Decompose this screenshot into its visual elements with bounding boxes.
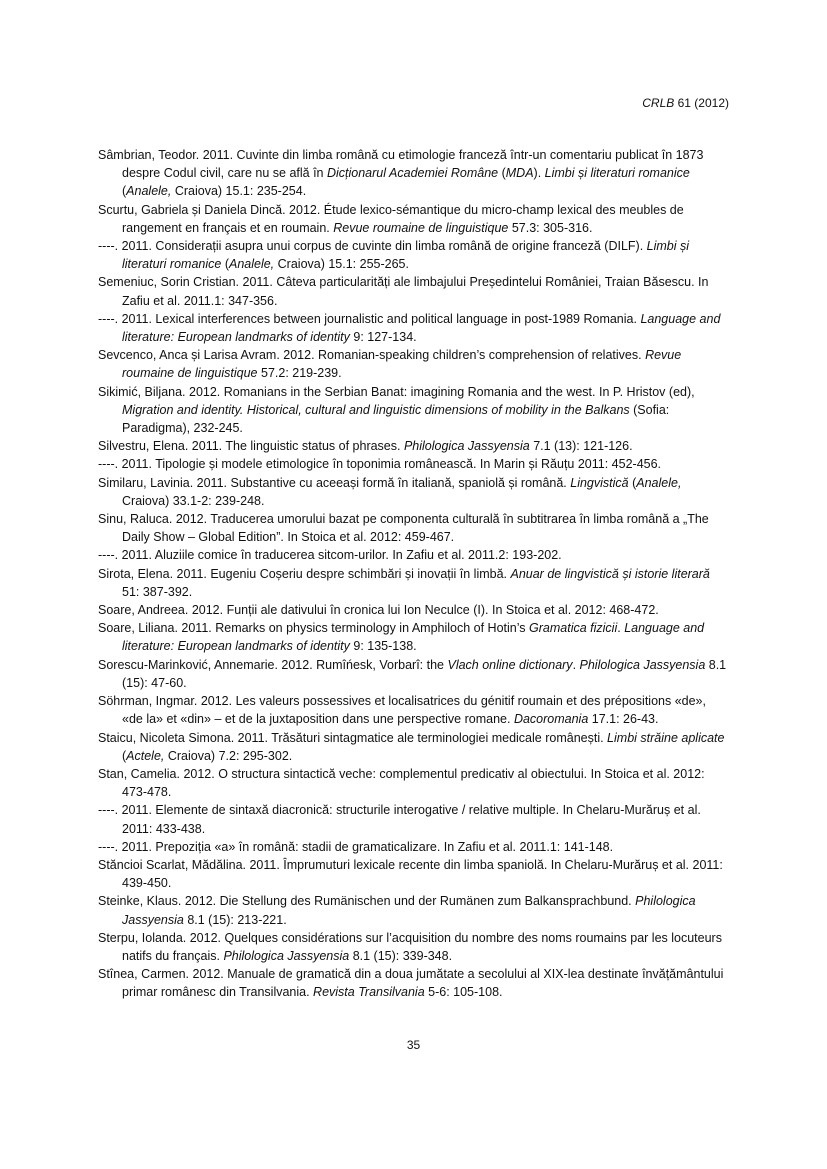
running-header [642,96,729,110]
reference-entry [98,656,730,692]
reference-list [98,146,730,1002]
reference-text: (Sofia: Paradigma), 232-245. [122,402,670,436]
reference-entry [98,856,730,892]
reference-text: Craiova) 33.1-2: 239-248. [122,493,265,508]
reference-text: Craiova) 15.1: 235-254. [171,184,307,199]
reference-text: 8.1 (15): 47-60. [122,657,727,690]
reference-text: 9: 135-138. [349,639,417,654]
reference-text: ( [221,257,229,272]
reference-entry [98,546,730,564]
reference-text: Staicu, Nicoleta Simona. 2011. Trăsături sintagmatice ale terminologiei medicale românești. [98,730,608,745]
reference-italic-text: Philologica Jassyensia [579,657,706,672]
journal-abbreviation: CRLB [642,96,675,110]
reference-italic-text: Lingvistică [570,475,629,490]
reference-italic-text: Vlach online dictionary [447,657,573,672]
reference-entry [98,565,730,601]
reference-italic-text: Limbi și literaturi romanice [544,166,690,181]
reference-italic-text: Gramatica fizicii [529,621,618,636]
reference-entry [98,510,730,546]
reference-entry [98,692,730,728]
reference-text: Craiova) 15.1: 255-265. [274,257,409,272]
reference-text: ( [628,475,637,490]
reference-text: Sevcenco, Anca și Larisa Avram. 2012. Romanian-speaking children’s comprehension of relatives. [98,348,646,363]
reference-entry [98,310,730,346]
reference-entry [98,437,730,455]
reference-text: 9: 127-134. [349,330,417,345]
reference-italic-text: Revista Transilvania [313,985,425,1000]
reference-italic-text: Revue roumaine de linguistique [122,348,682,381]
reference-text: 8.1 (15): 339-348. [349,948,453,963]
reference-italic-text: Analele, [228,257,275,272]
reference-italic-text: Language and literature: European landmarks of identity [122,311,721,345]
reference-italic-text: Anuar de lingvistică și istorie literară [510,566,710,581]
reference-entry [98,237,730,273]
reference-text: ( [122,184,127,199]
reference-text: ----. 2011. Lexical interferences between journalistic and political language in post-1989 Romania. [98,311,641,326]
reference-italic-text: Migration and identity. Historical, cultural and linguistic dimensions of mobility in the Balkans [122,402,630,417]
reference-text: Scurtu, Gabriela și Daniela Dincă. 2012. Étude lexico-sémantique du micro-champ lexical des meubles de rangement en français et en roumain. [98,202,684,235]
reference-text: ( [498,166,506,181]
reference-text: 7.1 (13): 121-126. [529,439,633,454]
reference-entry [98,765,730,801]
reference-text: ( [122,748,127,763]
reference-text: 51: 387-392. [122,584,193,599]
reference-text: ----. 2011. Prepoziția «a» în română: stadii de gramaticalizare. In Zafiu et al. 2011.1: 141-148. [98,839,614,854]
reference-entry [98,383,730,438]
reference-italic-text: Dicționarul Academiei Române [326,166,499,181]
reference-italic-text: Limbi străine aplicate [607,730,725,745]
reference-text: Stan, Camelia. 2012. O structura sintactică veche: complementul predicativ al obiectului. In Stoica et al. 2012: 473-478. [98,766,705,800]
reference-text: Sterpu, Iolanda. 2012. Quelques considérations sur l’acquisition du nombre des noms roumains par les locuteurs natifs du français. [98,930,722,963]
reference-italic-text: Actele, [126,748,165,763]
reference-entry [98,619,730,655]
reference-text: Similaru, Lavinia. 2011. Substantive cu aceeași formă în italiană, spaniolă și română. [98,475,571,490]
reference-text: . [617,621,625,636]
reference-entry [98,729,730,765]
reference-entry [98,892,730,928]
reference-italic-text: Revue roumaine de linguistique [333,220,509,235]
reference-entry [98,201,730,237]
reference-text: Sirota, Elena. 2011. Eugeniu Coșeriu despre schimbări și inovații în limbă. [98,566,511,581]
reference-italic-text: Philologica Jassyensia [122,894,696,927]
reference-italic-text: Dacoromania [513,712,589,727]
reference-text: ----. 2011. Aluziile comice în traducerea sitcom-urilor. In Zafiu et al. 2011.2: 193-202. [98,548,562,563]
reference-text: 5-6: 105-108. [424,985,503,1000]
reference-italic-text: Limbi și literaturi romanice [122,239,690,272]
reference-entry [98,273,730,309]
reference-text: . [572,657,580,672]
reference-text: Silvestru, Elena. 2011. The linguistic status of phrases. [98,439,404,454]
page-number: 35 [406,1038,421,1052]
journal-volume: 61 (2012) [677,96,729,110]
reference-text: Sâmbrian, Teodor. 2011. Cuvinte din limba română cu etimologie franceză într-un comentariu publicat în 1873 despre Codul civil, care nu se află în [98,148,704,181]
reference-text: ----. 2011. Elemente de sintaxă diacronică: structurile interogative / relative multiple. In Chelaru-Murăruș et al. 2011: 433-438. [98,803,701,836]
reference-text: Sorescu-Marinković, Annemarie. 2012. Rumîńesk, Vorbarî: the [98,657,448,672]
reference-italic-text: Philologica Jassyensia [403,439,530,454]
reference-text: Soare, Liliana. 2011. Remarks on physics terminology in Amphiloch of Hotin’s [98,621,530,636]
reference-text: Sikimić, Biljana. 2012. Romanians in the Serbian Banat: imagining Romania and the west. In P. Hristov (ed), [98,384,695,399]
reference-entry [98,838,730,856]
reference-text: 57.3: 305-316. [508,220,593,235]
reference-entry [98,801,730,837]
reference-italic-text: Philologica Jassyensia [223,948,350,963]
reference-text: Sinu, Raluca. 2012. Traducerea umorului bazat pe componenta culturală în subtitrarea în limba română a „The Daily Show – Global Edition”. In Stoica et al. 2012: 459-467. [98,512,709,545]
reference-entry [98,346,730,382]
reference-text: Stăncioi Scarlat, Mădălina. 2011. Împrumuturi lexicale recente din limba spaniolă. In Chelaru-Murăruș et al. 2011: 439-450. [98,857,723,891]
reference-entry [98,146,730,201]
reference-text: Steinke, Klaus. 2012. Die Stellung des Rumänischen und der Rumänen zum Balkansprachbund. [98,894,636,909]
reference-text: ). [533,166,545,181]
reference-entry [98,455,730,473]
reference-entry [98,929,730,965]
reference-entry [98,474,730,510]
reference-text: ----. 2011. Tipologie și modele etimologice în toponimia românească. In Marin și Răuțu 2011: 452-456. [98,457,662,472]
reference-text: 17.1: 26-43. [588,712,659,727]
reference-text: 57.2: 219-239. [257,366,342,381]
reference-italic-text: Analele, [126,184,172,199]
reference-text: Söhrman, Ingmar. 2012. Les valeurs possessives et localisatrices du génitif roumain et des prépositions «de», «de la» et «din» – et de la juxtaposition dans une perspective romane. [98,694,706,727]
reference-entry [98,965,730,1001]
reference-italic-text: MDA [505,166,534,181]
reference-text: Semeniuc, Sorin Cristian. 2011. Câteva particularități ale limbajului Președintelui României, Traian Băsescu. In Zafiu et al. 2011.1: 347-356. [98,275,709,308]
reference-text: Craiova) 7.2: 295-302. [164,748,293,763]
reference-italic-text: Analele, [636,475,682,490]
reference-entry [98,601,730,619]
reference-text: 8.1 (15): 213-221. [183,912,287,927]
reference-text: Soare, Andreea. 2012. Funții ale dativului în cronica lui Ion Neculce (I). In Stoica et al. 2012: 468-472. [98,603,659,618]
reference-italic-text: Language and literature: European landmarks of identity [122,621,705,654]
reference-text: Stînea, Carmen. 2012. Manuale de gramatică din a doua jumătate a secolului al XIX-lea destinate învățământului primar românesc din Transilvania. [98,967,724,1000]
reference-text: ----. 2011. Considerații asupra unui corpus de cuvinte din limba română de origine franceză (DILF). [98,239,647,254]
